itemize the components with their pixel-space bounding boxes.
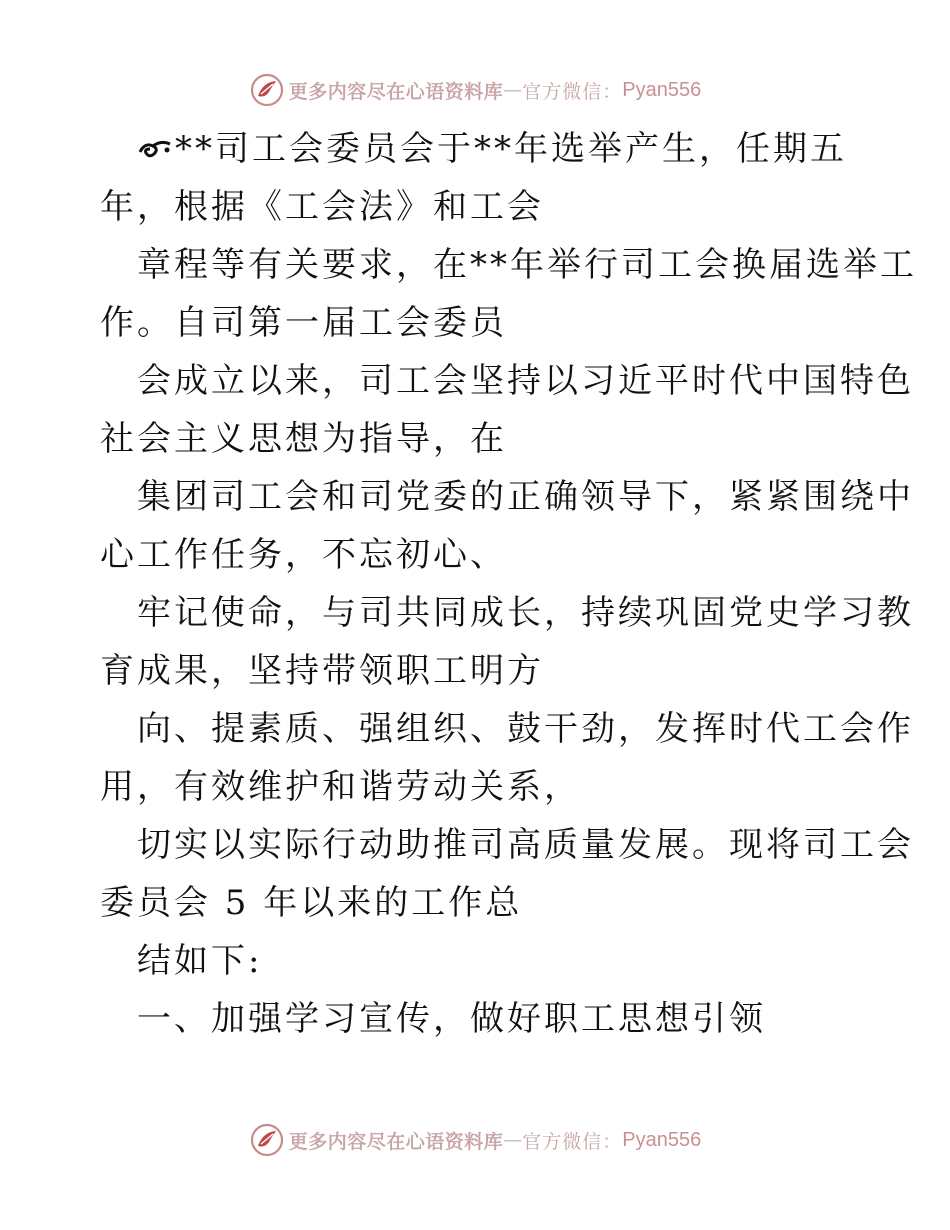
paragraph-7-line-1: 切实以实际行动助推司高质量发展。现将司工会 <box>137 825 914 865</box>
paragraph-6-line-1: 向、提素质、强组织、鼓干劲，发挥时代工会作 <box>137 709 914 749</box>
paragraph-2-line-2: 作。自司第一届工会委员 <box>100 303 507 343</box>
watermark-wechat-label: 官方微信： <box>522 1130 623 1153</box>
paragraph-2-line-1: 章程等有关要求，在**年举行司工会换届选举工 <box>137 245 917 285</box>
watermark-main-text: 更多内容尽在心语资料库 <box>288 80 504 103</box>
paragraph-1-line-2: 年，根据《工会法》和工会 <box>100 187 544 227</box>
watermark-separator: — <box>503 1129 523 1151</box>
logo-icon <box>249 1122 285 1158</box>
paragraph-3-line-1: 会成立以来，司工会坚持以习近平时代中国特色 <box>137 361 914 401</box>
paragraph-4-line-1: 集团司工会和司党委的正确领导下，紧紧围绕中 <box>137 477 914 517</box>
paragraph-5-line-2: 育成果，坚持带领职工明方 <box>100 651 544 691</box>
paragraph-8-line-1: 结如下: <box>137 941 263 981</box>
watermark-separator: — <box>503 79 523 101</box>
paragraph-5-line-1: 牢记使命，与司共同成长，持续巩固党史学习教 <box>137 593 914 633</box>
logo-icon <box>249 72 285 108</box>
watermark-wechat-id: Pyan556 <box>622 1128 702 1151</box>
paragraph-7-line-2: 委员会 5 年以来的工作总 <box>100 883 523 923</box>
paragraph-4-line-2: 心工作任务，不忘初心、 <box>100 535 507 575</box>
watermark-wechat-label: 官方微信： <box>522 80 623 103</box>
section-heading-1: 一、加强学习宣传，做好职工思想引领 <box>137 999 766 1039</box>
paragraph-6-line-2: 用，有效维护和谐劳动关系， <box>100 767 581 807</box>
document-body <box>100 120 917 1048</box>
paragraph-1-line-1: **司工会委员会于**年选举产生，任期五 <box>100 120 860 178</box>
watermark-main-text: 更多内容尽在心语资料库 <box>288 1130 504 1153</box>
paragraph-3-line-2: 社会主义思想为指导，在 <box>100 419 507 459</box>
footer-watermark <box>0 1120 950 1160</box>
watermark-wechat-id: Pyan556 <box>622 78 702 101</box>
ornament-icon <box>137 134 173 164</box>
header-watermark <box>0 70 950 110</box>
